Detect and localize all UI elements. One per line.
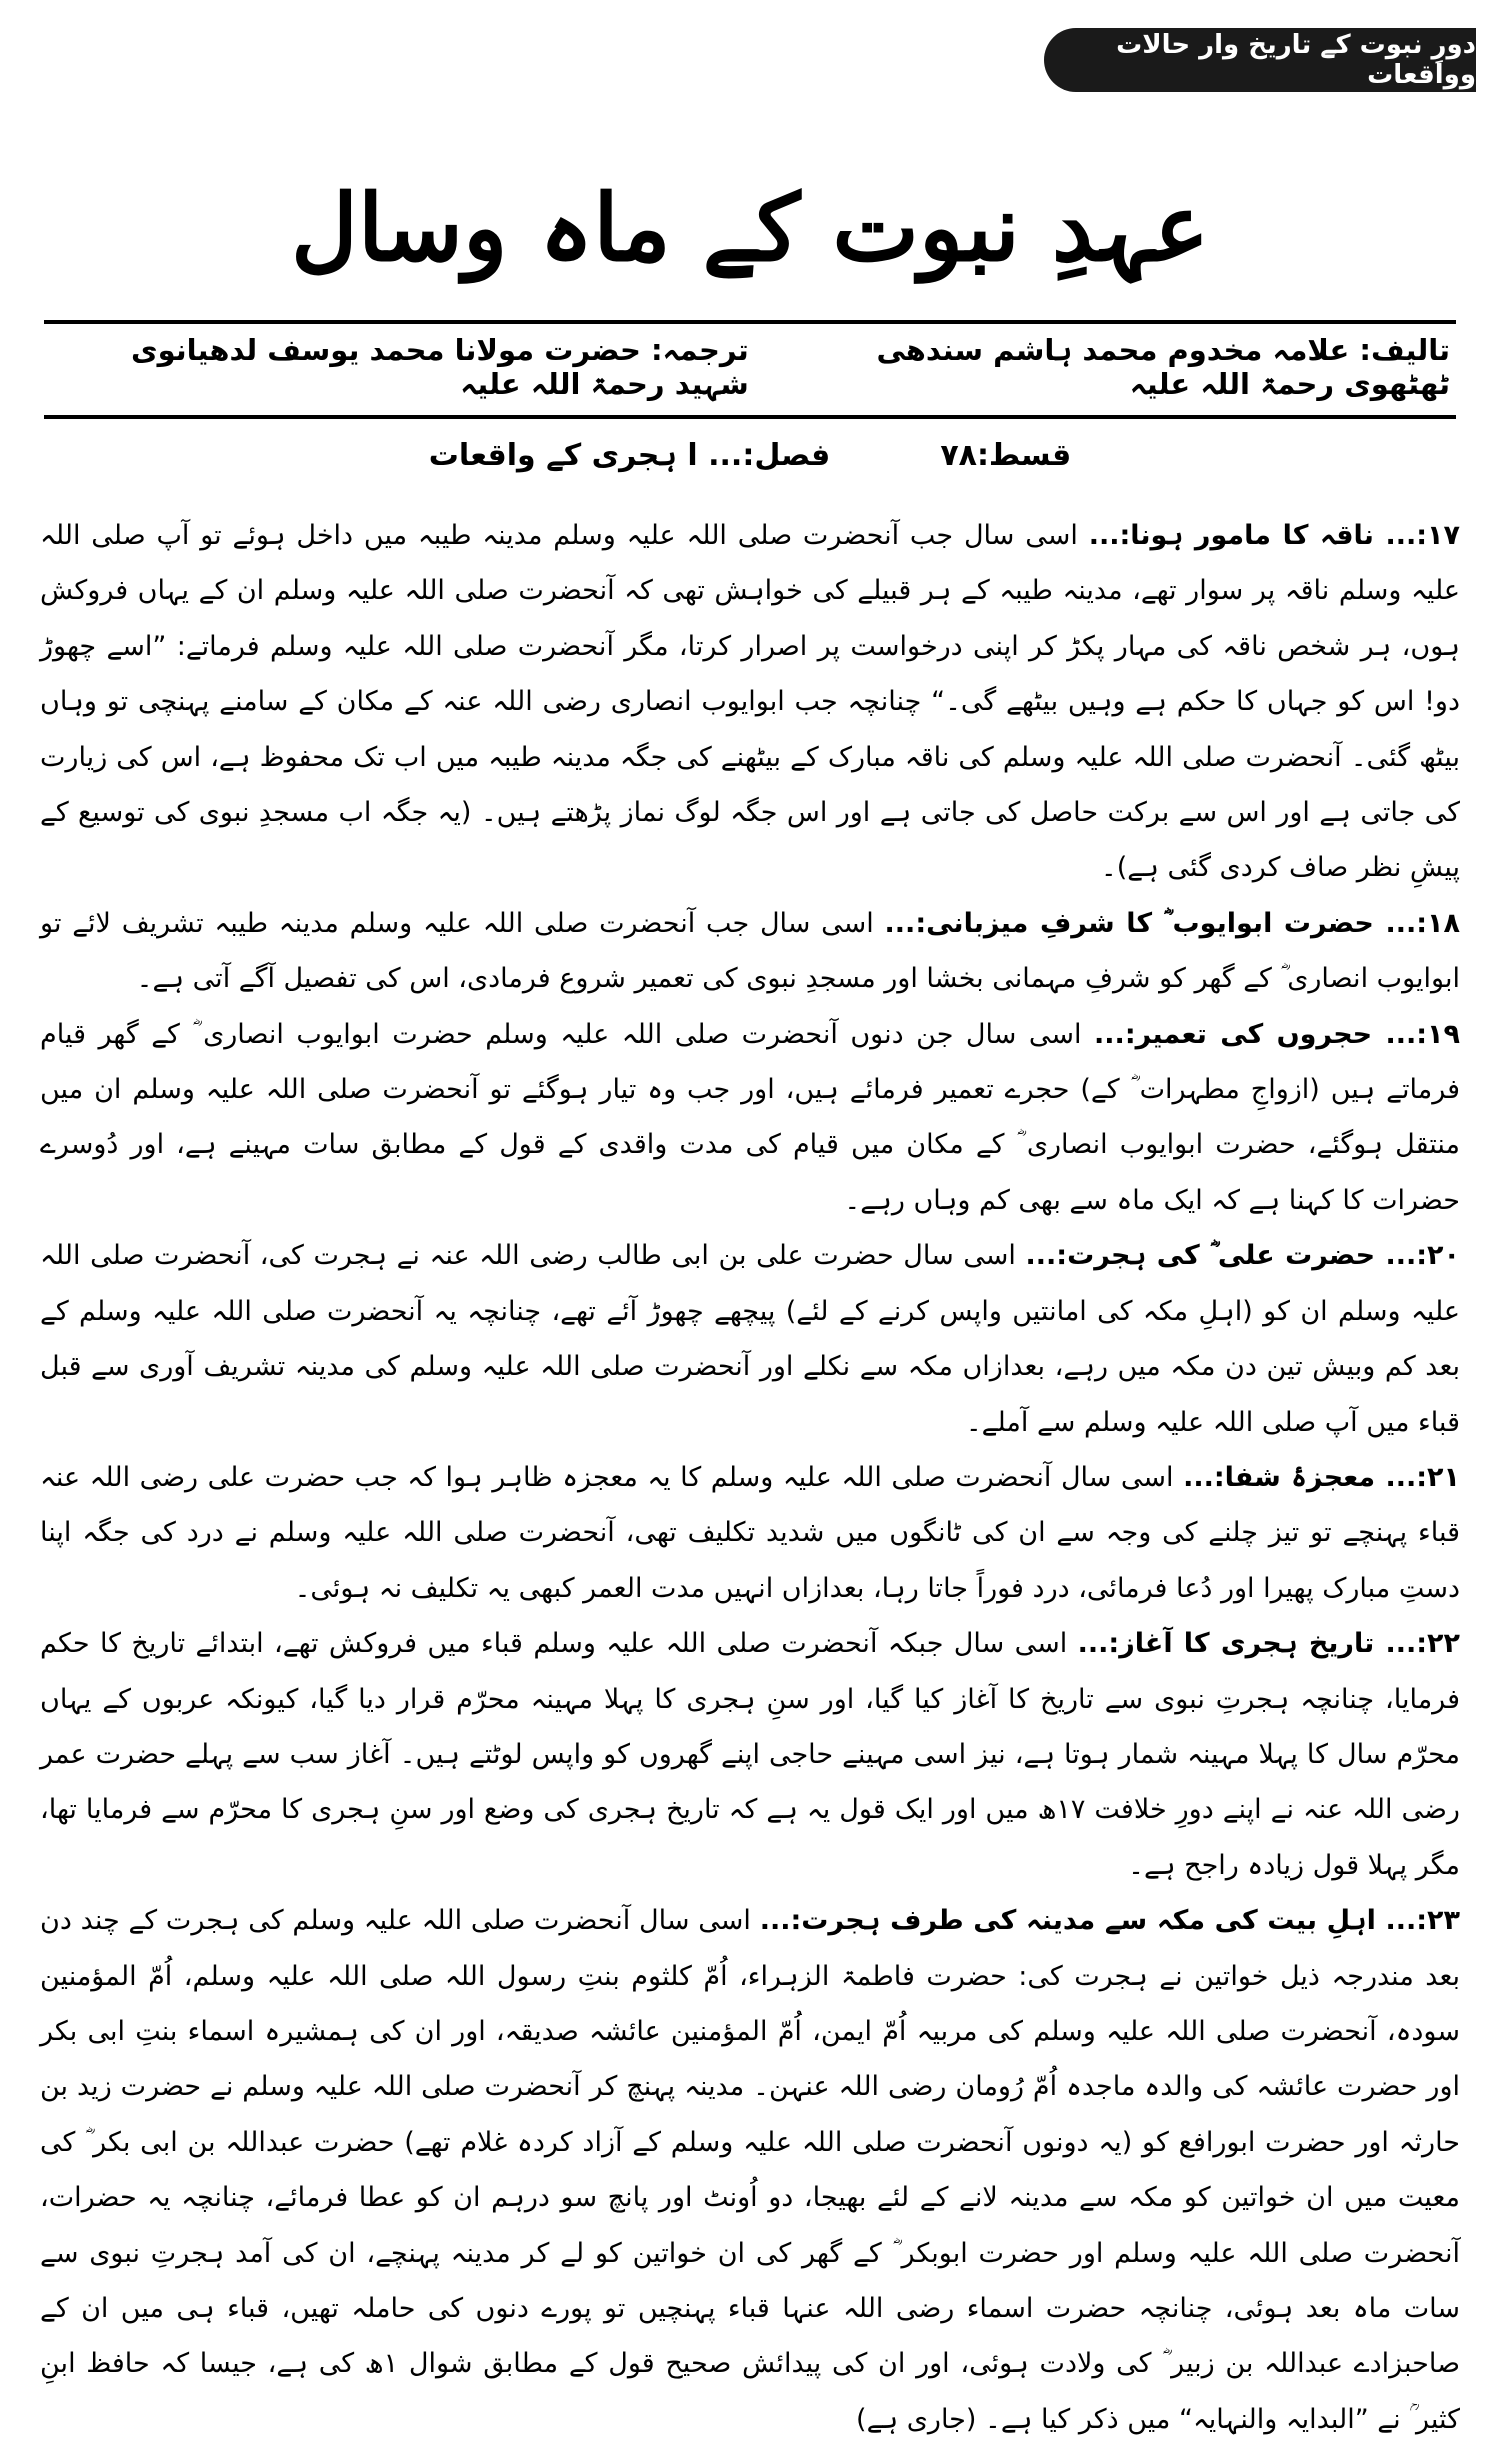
translator-credit: ترجمہ: حضرت مولانا محمد یوسف لدھیانوی شہید رحمۃ اللہ علیہ bbox=[131, 333, 749, 401]
paragraph bbox=[40, 896, 1460, 1007]
paragraph bbox=[40, 1450, 1460, 1616]
paragraph bbox=[40, 1616, 1460, 1893]
section-heading: ۱۷:... ناقہ کا مامور ہونا:... bbox=[1088, 520, 1461, 551]
section-text: اسی سال جن دنوں آنحضرت صلی اللہ علیہ وسلم حضرت ابوایوب انصاری ؓ کے گھر قیام فرماتے ہیں (ازواجِ مطہرات ؓ کے) حجرے تعمیر فرمائے ہیں، اور جب وہ تیار ہوگئے تو آنحضرت صلی اللہ علیہ وسلم ان میں منتقل ہوگئے، حضرت ابوایوب انصاری ؓ کے مکان میں قیام کی مدت واقدی کے قول کے مطابق سات مہینے ہے، اور دُوسرے حضرات کا کہنا ہے کہ ایک ماہ سے بھی کم وہاں رہے۔ bbox=[40, 1018, 1460, 1216]
section-heading: ۱۹:... حجروں کی تعمیر:... bbox=[1094, 1018, 1460, 1050]
paragraph bbox=[40, 1893, 1460, 2447]
section-heading: ۱۸:... حضرت ابوایوب ؓ کا شرفِ میزبانی:... bbox=[884, 907, 1460, 939]
paragraph bbox=[40, 508, 1460, 896]
section-text: اسی سال آنحضرت صلی اللہ علیہ وسلم کی ہجرت کے چند دن بعد مندرجہ ذیل خواتین نے ہجرت کی: حضرت فاطمۃ الزہراء، اُمّ کلثوم بنتِ رسول اللہ صلی اللہ علیہ وسلم، اُمّ المؤمنین سودہ، آنحضرت صلی اللہ علیہ وسلم کی مربیہ اُمّ ایمن، اُمّ المؤمنین عائشہ صدیقہ، اور ان کی ہمشیرہ اسماء بنتِ ابی بکر اور حضرت عائشہ کی والدہ ماجدہ اُمّ رُومان رضی اللہ عنہن۔ مدینہ پہنچ کر آنحضرت صلی اللہ علیہ وسلم نے حضرت زید بن حارثہ اور حضرت ابورافع کو (یہ دونوں آنحضرت صلی اللہ علیہ وسلم کے آزاد کردہ غلام تھے) حضرت عبداللہ بن ابی بکر ؓ کی معیت میں ان خواتین کو مکہ سے مدینہ لانے کے لئے بھیجا، دو اُونٹ اور پانچ سو درہم ان کو عطا فرمائے، چنانچہ یہ حضرات، آنحضرت صلی اللہ علیہ وسلم اور حضرت ابوبکر ؓ کے گھر کی ان خواتین کو لے کر مدینہ پہنچے، ان کی آمد ہجرتِ نبوی سے سات ماہ بعد ہوئی، چنانچہ حضرت اسماء رضی اللہ عنہا قباء پہنچیں تو پورے دنوں کی حاملہ تھیں، قباء ہی میں ان کے صاحبزادے عبداللہ بن زبیر ؓ کی ولادت ہوئی، اور ان کی پیدائش صحیح قول کے مطابق شوال ۱ھ کی ہے، جیسا کہ حافظ ابنِ کثیر ؒ نے ”البدایہ والنہایہ“ میں ذکر کیا ہے۔ (جاری ہے) bbox=[40, 1905, 1460, 2435]
series-badge: دورِ نبوت کے تاریخ وار حالات وواقعات bbox=[1044, 28, 1476, 92]
section-text: اسی سال جب آنحضرت صلی اللہ علیہ وسلم مدینہ طیبہ تشریف لائے تو ابوایوب انصاری ؓ کے گھر کو شرفِ مہمانی بخشا اور مسجدِ نبوی کی تعمیر شروع فرمادی، اس کی تفصیل آگے آتی ہے۔ bbox=[40, 907, 1460, 995]
installment-label: قسط:۷۸ bbox=[940, 438, 1072, 473]
page-title: عہدِ نبوت کے ماہ وسال bbox=[290, 174, 1210, 282]
paragraph bbox=[40, 1007, 1460, 1229]
divider-bottom bbox=[44, 415, 1456, 419]
section-heading: ۲۲:... تاریخ ہجری کا آغاز:... bbox=[1077, 1628, 1460, 1660]
paragraph bbox=[40, 1228, 1460, 1450]
section-text: اسی سال جبکہ آنحضرت صلی اللہ علیہ وسلم قباء میں فروکش تھے، ابتدائے تاریخ کا حکم فرمایا، چنانچہ ہجرتِ نبوی سے تاریخ کا آغاز کیا گیا، اور سنِ ہجری کا پہلا مہینہ محرّم قرار دیا گیا، کیونکہ عربوں کے یہاں محرّم سال کا پہلا مہینہ شمار ہوتا ہے، نیز اسی مہینے حاجی اپنے گھروں کو واپس لوٹتے ہیں۔ آغاز سب سے پہلے حضرت عمر رضی اللہ عنہ نے اپنے دورِ خلافت ۱۷ھ میں اور ایک قول یہ ہے کہ تاریخ ہجری کی وضع اور سنِ ہجری کا محرّم سے فرمایا تھا، مگر پہلا قول زیادہ راجح ہے۔ bbox=[40, 1628, 1460, 1881]
section-heading: ۲۰:... حضرت علی ؓ کی ہجرت:... bbox=[1025, 1240, 1460, 1272]
section-heading: ۲۱:... معجزۂ شفا:... bbox=[1183, 1461, 1460, 1493]
section-text: اسی سال آنحضرت صلی اللہ علیہ وسلم کا یہ معجزہ ظاہر ہوا کہ جب حضرت علی رضی اللہ عنہ قباء پہنچے تو تیز چلنے کی وجہ سے ان کی ٹانگوں میں شدید تکلیف تھی، آنحضرت صلی اللہ علیہ وسلم نے درد کی جگہ اپنا دستِ مبارک پھیرا اور دُعا فرمائی، درد فوراً جاتا رہا، بعدازاں انہیں مدت العمر کبھی یہ تکلیف نہ ہوئی۔ bbox=[40, 1461, 1460, 1604]
article-body bbox=[40, 508, 1461, 2435]
section-text: اسی سال حضرت علی بن ابی طالب رضی اللہ عنہ نے ہجرت کی، آنحضرت صلی اللہ علیہ وسلم ان کو (اہلِ مکہ کی امانتیں واپس کرنے کے لئے) پیچھے چھوڑ آئے تھے، چنانچہ یہ آنحضرت صلی اللہ علیہ وسلم کے بعد کم وبیش تین دن مکہ میں رہے، بعدازاں مکہ سے نکلے اور آنحضرت صلی اللہ علیہ وسلم کی مدینہ تشریف آوری سے قبل قباء میں آپ صلی اللہ علیہ وسلم سے آملے۔ bbox=[40, 1240, 1460, 1438]
chapter-label: فصل:... ا ہجری کے واقعات bbox=[428, 438, 831, 473]
credits-bar bbox=[44, 322, 1456, 412]
section-text: اسی سال جب آنحضرت صلی اللہ علیہ وسلم مدینہ طیبہ میں داخل ہوئے تو آپ صلی اللہ علیہ وسلم ناقہ پر سوار تھے، مدینہ طیبہ کے ہر قبیلے کی خواہش تھی کہ آنحضرت صلی اللہ علیہ وسلم ان کے یہاں فروکش ہوں، ہر شخص ناقہ کی مہار پکڑ کر اپنی درخواست پر اصرار کرتا، مگر آنحضرت صلی اللہ علیہ وسلم فرماتے: ”اسے چھوڑ دو! اس کو جہاں کا حکم ہے وہیں بیٹھے گی۔“ چنانچہ جب ابوایوب انصاری رضی اللہ عنہ کے مکان کے سامنے پہنچی تو وہاں بیٹھ گئی۔ آنحضرت صلی اللہ علیہ وسلم کی ناقہ مبارک کے بیٹھنے کی جگہ مدینہ طیبہ میں اب تک محفوظ ہے، اس کی زیارت کی جاتی ہے اور اس سے برکت حاصل کی جاتی ہے اور اس جگہ لوگ نماز پڑھتے ہیں۔ (یہ جگہ اب مسجدِ نبوی کی توسیع کے پیشِ نظر صاف کردی گئی ہے)۔ bbox=[40, 520, 1460, 884]
episode-line bbox=[0, 438, 1500, 473]
section-heading: ۲۳:... اہلِ بیت کی مکہ سے مدینہ کی طرف ہجرت:... bbox=[759, 1905, 1460, 1937]
author-credit: تالیف: علامہ مخدوم محمد ہاشم سندھی ٹھٹھوی رحمۃ اللہ علیہ bbox=[876, 333, 1450, 401]
